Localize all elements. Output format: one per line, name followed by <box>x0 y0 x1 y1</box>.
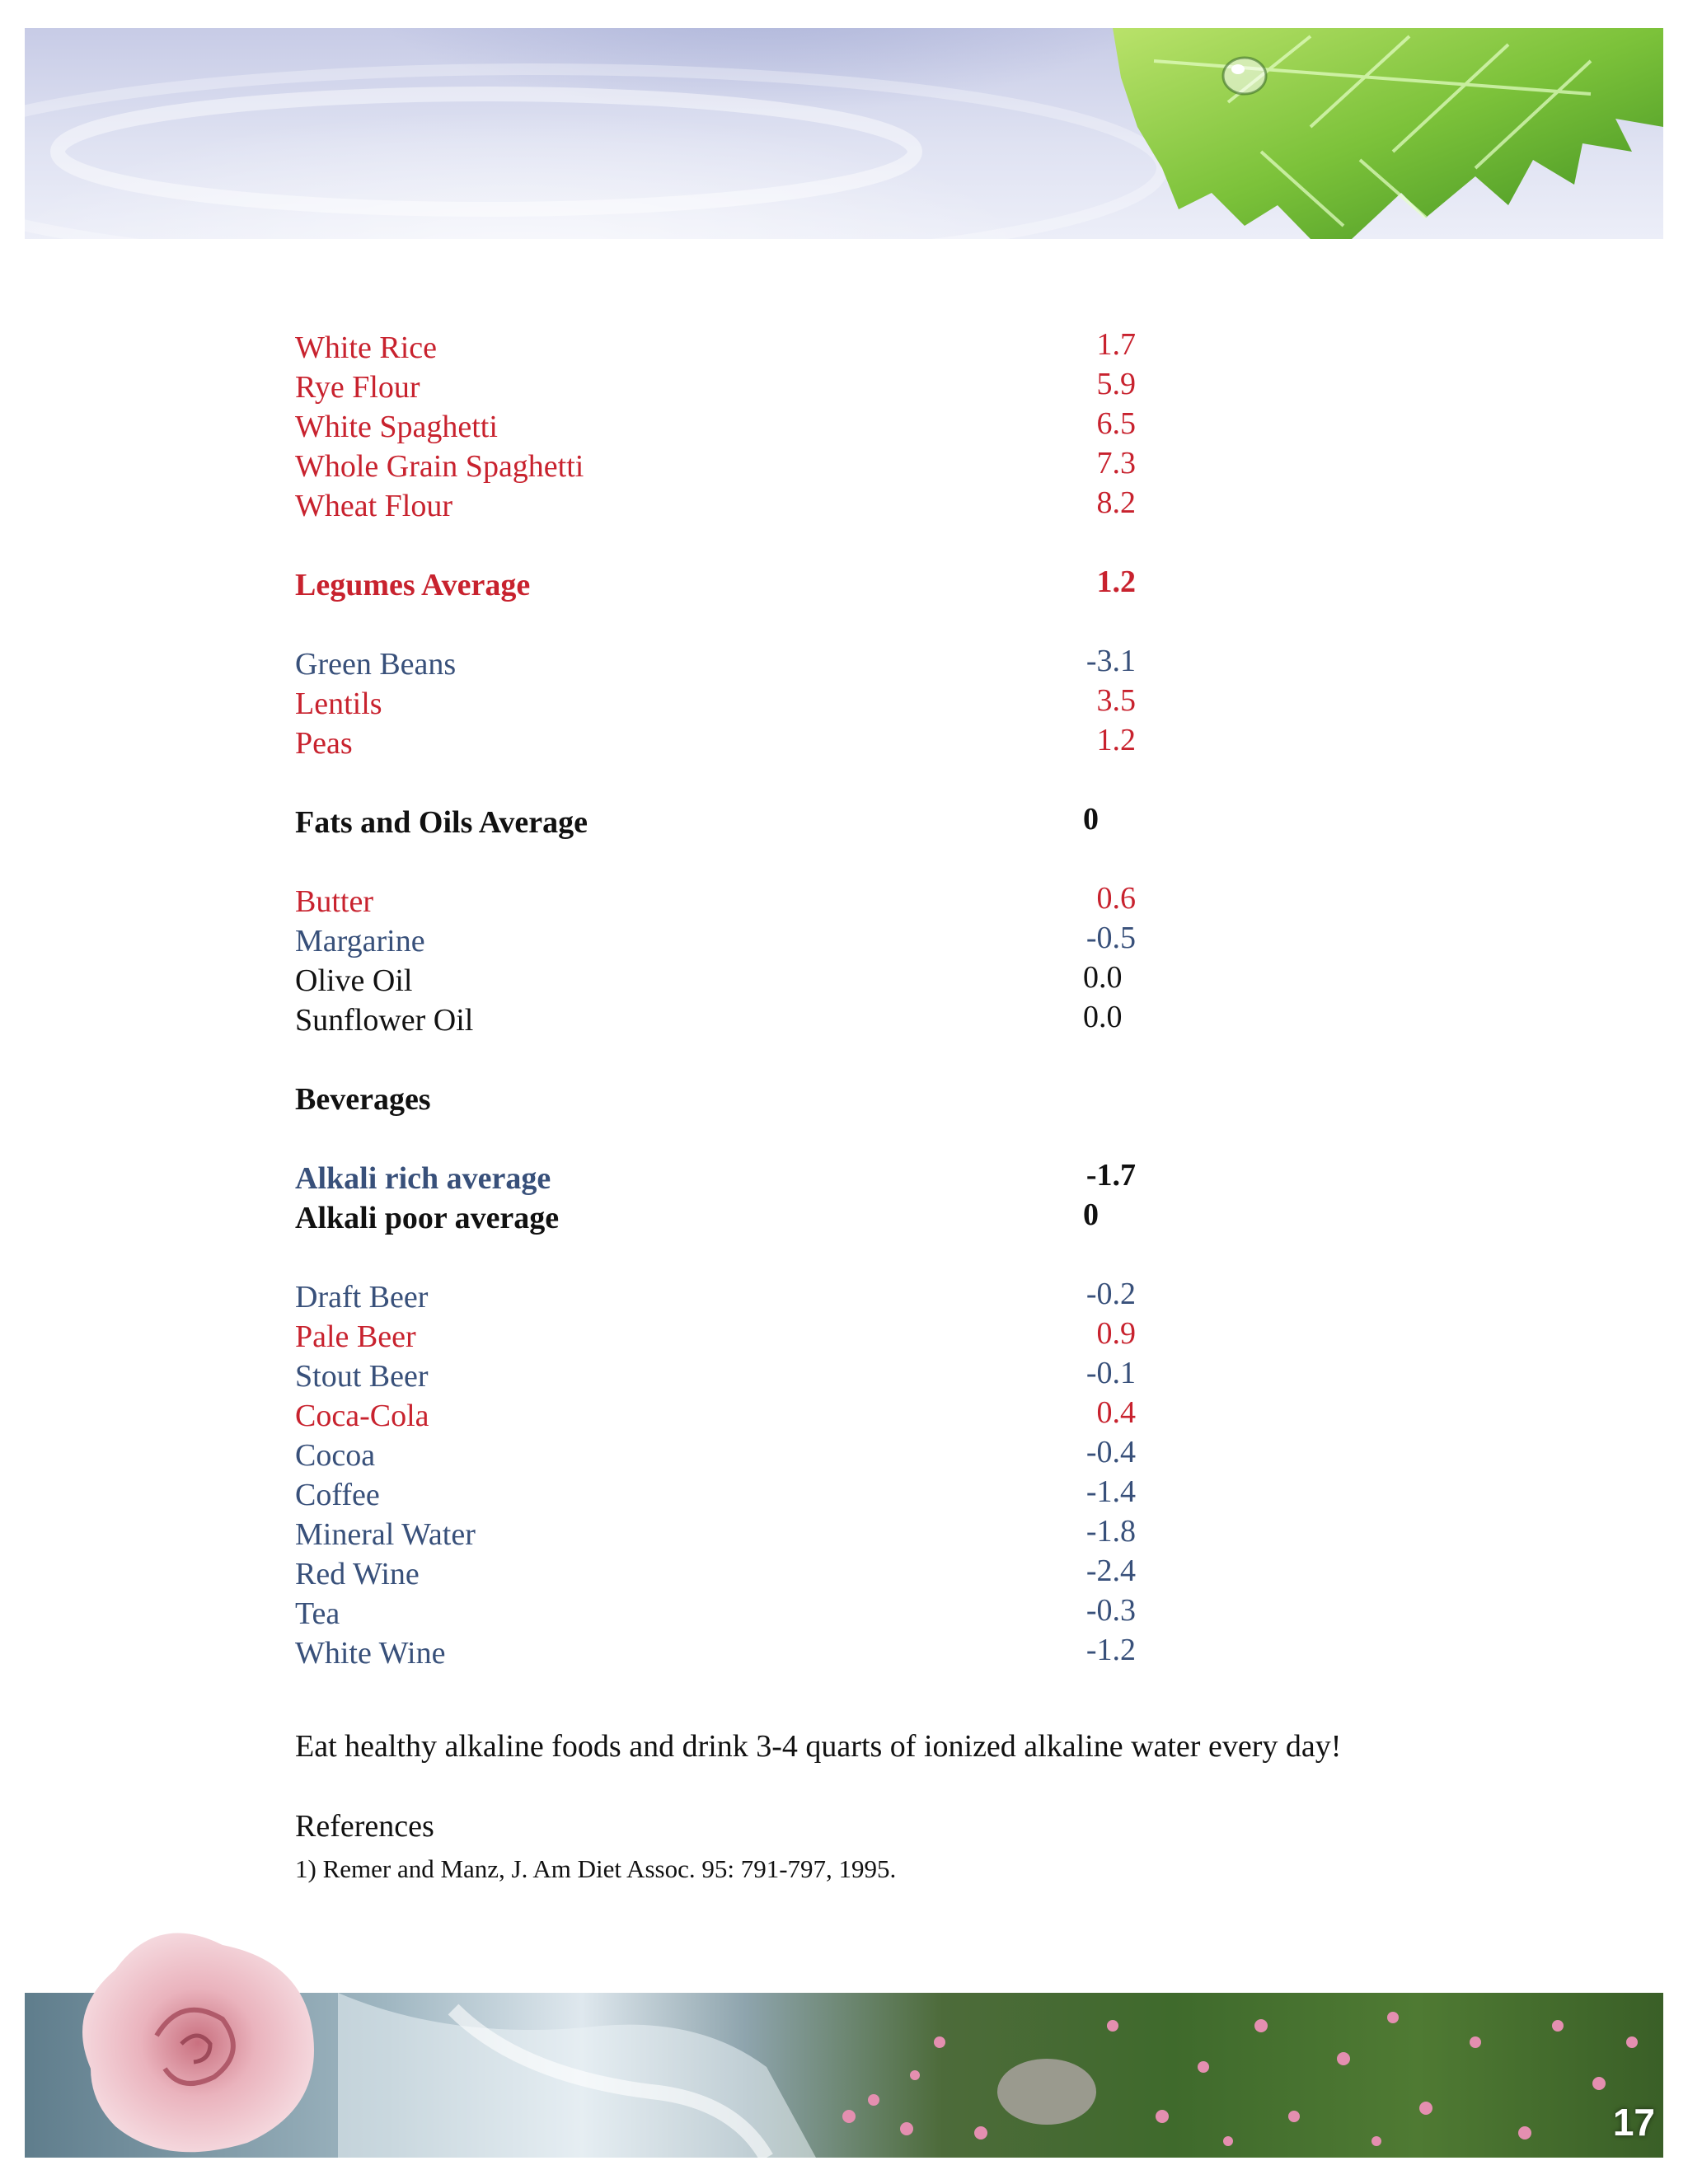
item-value: -0.4 <box>1085 1435 1136 1469</box>
item-value: 0 <box>1083 1197 1099 1232</box>
list-item <box>0 803 1688 842</box>
item-value: -1.2 <box>1085 1633 1136 1667</box>
item-value: 1.2 <box>1096 723 1136 757</box>
item-label: Stout Beer <box>295 1359 429 1394</box>
list-item <box>0 1436 1688 1475</box>
item-label: Rye Flour <box>295 370 420 405</box>
item-value: -0.2 <box>1085 1277 1136 1311</box>
page-number: 17 <box>1612 2101 1655 2144</box>
list-item <box>0 565 1688 605</box>
list-item <box>0 1198 1688 1238</box>
item-value: -3.1 <box>1085 644 1136 678</box>
item-value: -1.4 <box>1085 1474 1136 1509</box>
list-item <box>0 447 1688 486</box>
item-value: -0.3 <box>1085 1593 1136 1628</box>
list-item <box>0 368 1688 407</box>
item-value: -1.7 <box>1085 1158 1136 1193</box>
list-item <box>0 1159 1688 1198</box>
item-value: 0.6 <box>1096 881 1136 916</box>
item-label: White Rice <box>295 330 437 365</box>
item-label: Cocoa <box>295 1438 376 1473</box>
list-item <box>0 328 1688 368</box>
item-value: 5.9 <box>1096 367 1136 401</box>
item-label: Beverages <box>295 1082 431 1117</box>
references-heading: References <box>295 1809 434 1844</box>
list-item <box>0 961 1688 1001</box>
item-value: 6.5 <box>1096 406 1136 441</box>
list-item <box>0 1317 1688 1357</box>
item-label: Draft Beer <box>295 1280 429 1315</box>
list-item <box>0 1080 1688 1119</box>
list-item <box>0 1475 1688 1515</box>
item-label: Green Beans <box>295 647 457 682</box>
list-item <box>0 1396 1688 1436</box>
item-label: Fats and Oils Average <box>295 805 588 840</box>
item-label: Tea <box>295 1596 340 1631</box>
item-label: Peas <box>295 726 353 761</box>
item-label: Sunflower Oil <box>295 1003 474 1038</box>
item-label: Butter <box>295 884 373 919</box>
item-value: 1.7 <box>1096 327 1136 362</box>
list-item <box>0 1554 1688 1594</box>
list-item <box>0 1277 1688 1317</box>
item-value: -2.4 <box>1085 1554 1136 1588</box>
item-value: 0.9 <box>1096 1316 1136 1351</box>
item-label: White Wine <box>295 1636 446 1671</box>
item-label: Whole Grain Spaghetti <box>295 449 584 484</box>
list-item <box>0 1515 1688 1554</box>
rose-image <box>58 1912 330 2159</box>
item-value: -0.5 <box>1085 921 1136 955</box>
item-label: White Spaghetti <box>295 410 498 444</box>
list-item <box>0 882 1688 921</box>
list-item <box>0 486 1688 526</box>
item-value: 1.2 <box>1096 565 1136 599</box>
item-value: 0.0 <box>1083 1000 1123 1034</box>
list-item <box>0 1001 1688 1040</box>
item-label: Coffee <box>295 1478 380 1512</box>
item-value: 0.0 <box>1083 960 1123 995</box>
item-label: Legumes Average <box>295 568 531 602</box>
item-label: Lentils <box>295 687 382 721</box>
list-item <box>0 684 1688 724</box>
item-label: Wheat Flour <box>295 489 453 523</box>
item-label: Coca-Cola <box>295 1399 429 1433</box>
item-label: Pale Beer <box>295 1319 416 1354</box>
item-value: 8.2 <box>1096 485 1136 520</box>
list-item <box>0 644 1688 684</box>
item-value: 0.4 <box>1096 1395 1136 1430</box>
item-value: -0.1 <box>1085 1356 1136 1390</box>
closing-statement: Eat healthy alkaline foods and drink 3-4 quarts of ionized alkaline water every day! <box>295 1729 1342 1764</box>
item-label: Margarine <box>295 924 425 958</box>
list-item <box>0 1357 1688 1396</box>
item-value: -1.8 <box>1085 1514 1136 1549</box>
list-item <box>0 1633 1688 1673</box>
item-label: Red Wine <box>295 1557 420 1591</box>
item-label: Alkali rich average <box>295 1161 551 1196</box>
list-item <box>0 724 1688 763</box>
item-value: 3.5 <box>1096 683 1136 718</box>
item-value: 0 <box>1083 802 1099 837</box>
list-item <box>0 407 1688 447</box>
list-item <box>0 921 1688 961</box>
item-value: 7.3 <box>1096 446 1136 480</box>
item-label: Mineral Water <box>295 1517 476 1552</box>
reference-item: 1) Remer and Manz, J. Am Diet Assoc. 95: 791-797, 1995. <box>295 1854 897 1883</box>
list-item <box>0 1594 1688 1633</box>
item-label: Alkali poor average <box>295 1201 560 1235</box>
item-label: Olive Oil <box>295 963 413 998</box>
